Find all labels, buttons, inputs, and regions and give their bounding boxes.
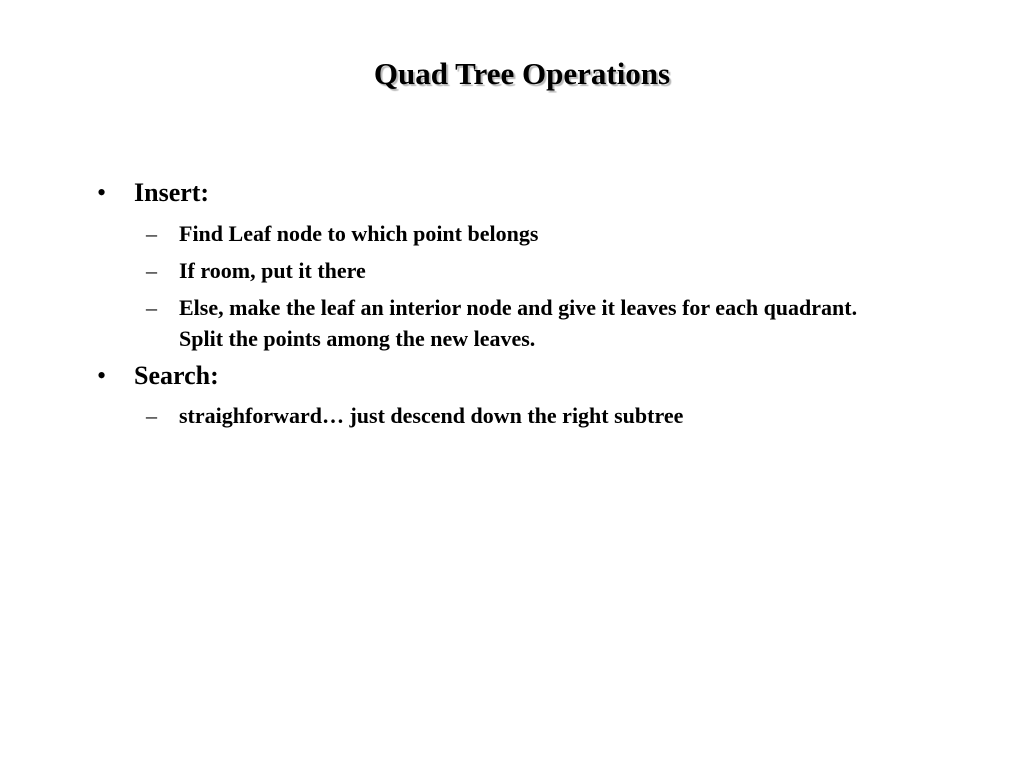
sub-item — [146, 400, 866, 431]
slide-title: Quad Tree Operations — [373, 56, 671, 91]
dash-marker: – — [146, 403, 157, 428]
bullet-marker: • — [97, 178, 107, 207]
sub-item-text: Else, make the leaf an interior node and give it leaves for each quadrant. Split the points among the new leaves. — [179, 295, 858, 351]
sub-item-text: Find Leaf node to which point belongs — [179, 221, 539, 246]
sub-item — [146, 292, 866, 354]
dash-marker: – — [146, 295, 157, 320]
sub-item — [146, 255, 866, 286]
bullet-insert — [97, 177, 209, 209]
bullet-search — [97, 360, 219, 392]
bullet-marker: • — [97, 361, 107, 390]
sub-item-text: If room, put it there — [179, 258, 366, 283]
dash-marker: – — [146, 258, 157, 283]
bullet-label: Insert: — [134, 178, 210, 207]
sub-item — [146, 218, 866, 249]
sub-item-text: straighforward… just descend down the right subtree — [179, 403, 684, 428]
bullet-label: Search: — [134, 361, 219, 390]
dash-marker: – — [146, 221, 157, 246]
